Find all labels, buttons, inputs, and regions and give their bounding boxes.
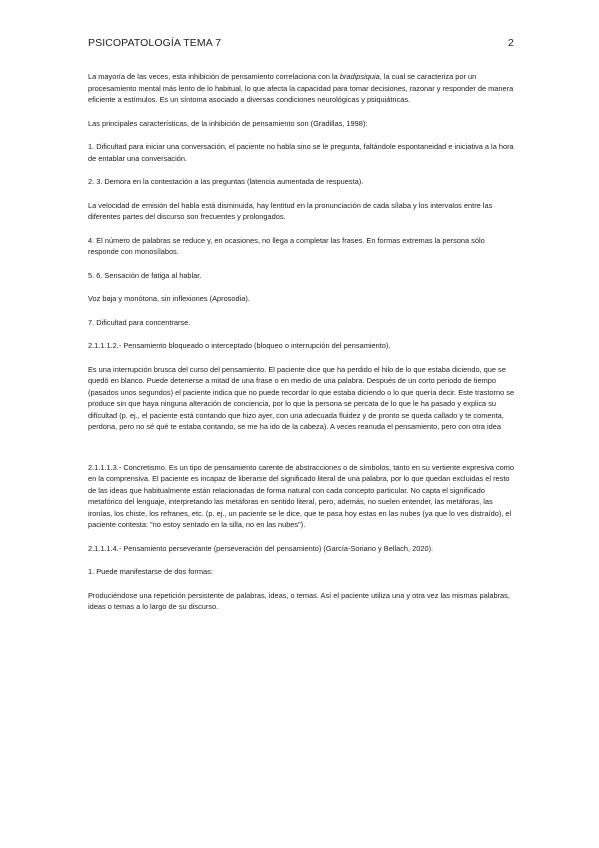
list-item-7: 7. Dificultad para concentrarse. bbox=[88, 317, 191, 327]
list-item-4: 4. El número de palabras se reduce y, en ocasiones, no llega a completar las frases. En formas extremas la persona sólo responde con monosílabos. bbox=[88, 235, 485, 256]
italic-term: bradipsiquia bbox=[339, 72, 380, 81]
section-heading-bloqueo: 2.1.1.1.2.- Pensamiento bloqueado o interceptado (bloqueo o interrupción del pensamiento). bbox=[88, 341, 391, 350]
paragraph-aprosodia: Voz baja y monótona, sin inflexiones (Aprosodia). bbox=[88, 294, 250, 303]
paragraph-bloqueo: Es una interrupción brusca del curso del pensamiento. El paciente dice que ha perdido el hilo de lo que estaba diciendo, que se quedó en blanco. Puede detenerse a mitad de una frase o en medio de una palabra. Después de un corto periodo de tiempo (pasados unos segundos) el paciente indica que no puede recordar lo que estaba diciendo o lo que quería decir. Este trastorno se produce sin que haya ninguna alteración de conciencia, por lo que la persona se percata de lo que le ha pasado y explica su dificultad (p. ej., el paciente está contando que hizo ayer, con una adecuada fluidez y de pronto se queda callado y te comenta, perdona, pero no sé qué te estaba contando, se me ha ido de la cabeza). A veces reanuda el pensamiento, pero con otra idea bbox=[88, 364, 515, 431]
paragraph-bradipsiquia bbox=[88, 71, 516, 106]
paragraph-text: La mayoría de las veces, esta inhibición de pensamiento correlaciona con la bbox=[88, 72, 340, 81]
document-body bbox=[88, 71, 516, 625]
list-item-2-3: 2. 3. Demora en la contestación a las preguntas (latencia aumentada de respuesta). bbox=[88, 177, 364, 186]
section-concretismo: 2.1.1.1.3.- Concretismo. Es un tipo de pensamiento carente de abstracciones o de símbolos, tanto en su vertiente expresiva como en la comprensiva. El paciente es incapaz de liberarse del significado literal de una palabra, por lo que quedan excluidas el resto de las ideas que habitualmente están relacionadas de forma natural con cada concepto particular. No capta el significado metafórico del lenguaje, interpretando las metáforas en sentido literal, pero, además, no suelen entender, las metáforas, las ironías, los chiste, los refranes, etc. (p. ej., un paciente se le dice, que te pasa hoy estas en las nubes (ya que lo ves distraído), el paciente contesta: "no estoy sentado en la silla, no en las nubes"). bbox=[88, 462, 515, 529]
header-title: PSICOPATOLOGÍA TEMA 7 bbox=[88, 37, 222, 49]
paragraph-text: , la cual se caracteriza por un procesamiento mental más lento de lo habitual, lo que afecta la capacidad para tomar decisiones, razonar y responder de manera eficiente a estímulos. Es un síntoma asociado a diversas condiciones neurológicas y psiquiátricas. bbox=[88, 72, 514, 104]
paragraph-characteristics-intro: Las principales características, de la inhibición de pensamiento son (Gradillas, 1998): bbox=[88, 118, 368, 128]
paragraph-speech-speed: La velocidad de emisión del habla está disminuida, hay lentitud en la pronunciación de cada sílaba y los intervalos entre las diferentes partes del discurso son frecuentes y prolongados. bbox=[88, 200, 493, 221]
list-item-1: 1. Dificultad para iniciar una conversación, el paciente no habla sino se le pregunta, faltándole espontaneidad e iniciativa a la hora de entablar una conversación. bbox=[88, 142, 514, 163]
list-item-forms: 1. Puede manifestarse de dos formas: bbox=[88, 567, 213, 576]
section-heading-perseverante: 2.1.1.1.4.- Pensamiento perseverante (perseveración del pensamiento) (García-Soriano y Bellach, 2020). bbox=[88, 543, 434, 553]
page-header bbox=[88, 37, 514, 49]
paragraph-repeticion: Produciéndose una repetición persistente de palabras, ideas, o temas. Así el paciente utiliza una y otra vez las mismas palabras, ideas o temas a lo largo de su discurso. bbox=[88, 590, 510, 611]
page-number: 2 bbox=[508, 37, 514, 49]
list-item-5-6: 5. 6. Sensación de fatiga al hablar. bbox=[88, 270, 202, 280]
